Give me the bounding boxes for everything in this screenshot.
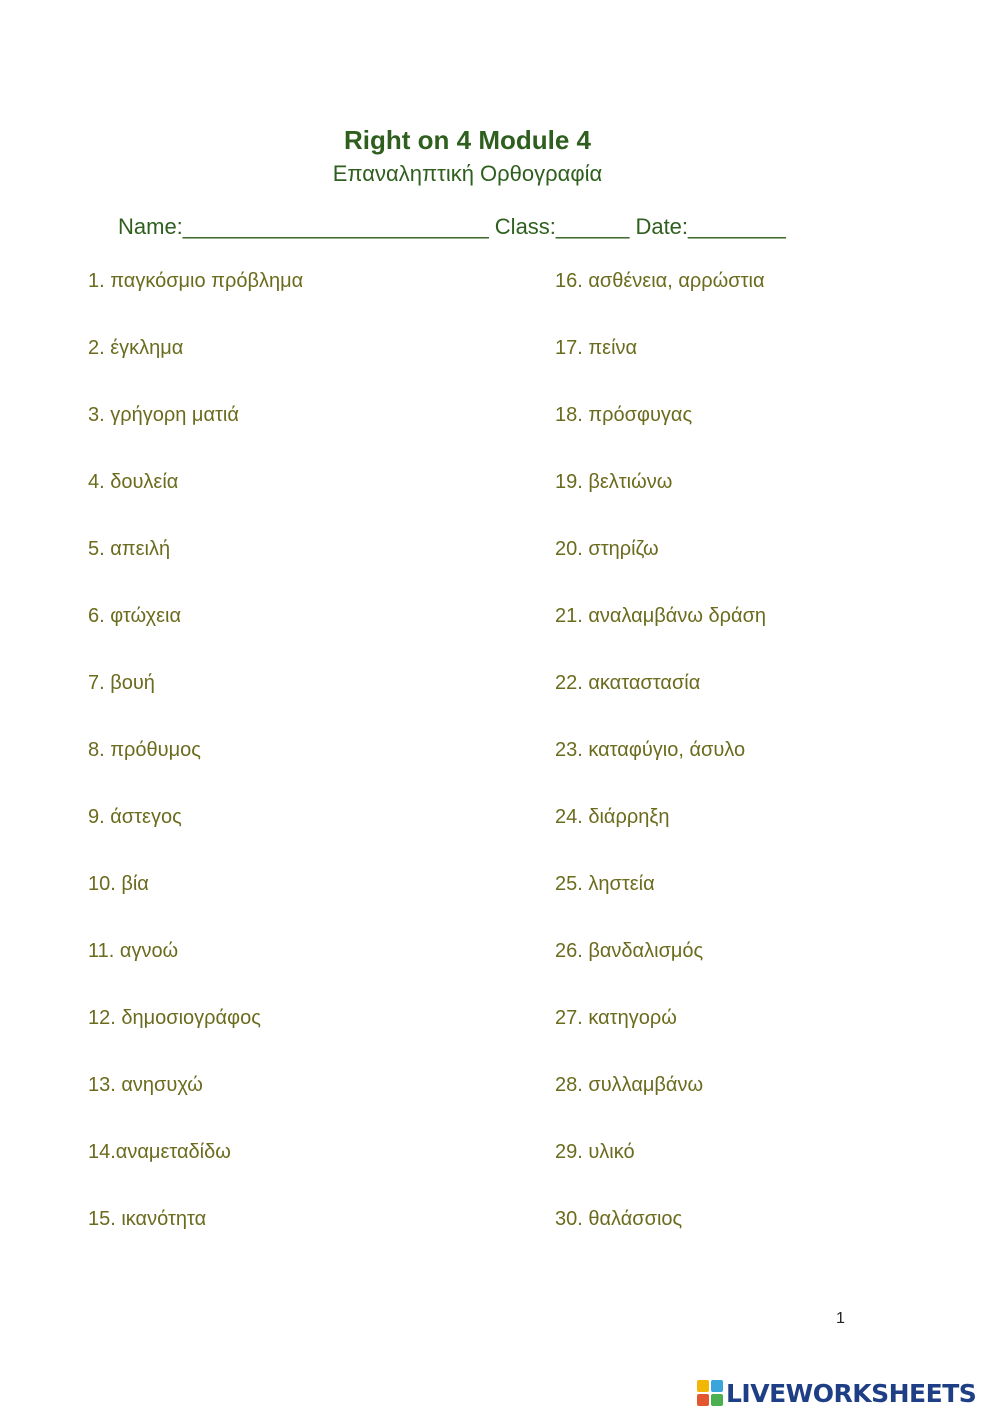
list-item: 19. βελτιώνω: [555, 471, 673, 493]
liveworksheets-brand: [697, 1377, 976, 1409]
logo-tile: [697, 1394, 709, 1406]
list-item: 29. υλικό: [555, 1141, 635, 1163]
liveworksheets-logo-icon: [697, 1380, 723, 1406]
list-item: 24. διάρρηξη: [555, 806, 670, 828]
logo-tile: [711, 1380, 723, 1392]
list-item: 3. γρήγορη ματιά: [88, 404, 239, 426]
list-item: 26. βανδαλισμός: [555, 940, 704, 962]
list-item: 6. φτώχεια: [88, 605, 182, 627]
list-item: 7. βουή: [88, 672, 155, 694]
list-item: 8. πρόθυμος: [88, 739, 201, 761]
logo-tile: [697, 1380, 709, 1392]
word-list-left: [88, 264, 303, 1269]
word-list-right: [555, 264, 766, 1269]
worksheet-title: Right on 4 Module 4: [344, 125, 591, 155]
list-item: 4. δουλεία: [88, 471, 179, 493]
list-item: 1. παγκόσμιο πρόβλημα: [88, 270, 304, 292]
list-item: 30. θαλάσσιος: [555, 1208, 683, 1230]
brand-text: LIVEWORKSHEETS: [726, 1378, 977, 1408]
list-item: 25. ληστεία: [555, 873, 655, 895]
list-item: 9. άστεγος: [88, 806, 182, 828]
list-item: 22. ακαταστασία: [555, 672, 701, 694]
list-item: 15. ικανότητα: [88, 1208, 207, 1230]
list-item: 16. ασθένεια, αρρώστια: [555, 270, 765, 292]
list-item: 13. ανησυχώ: [88, 1074, 203, 1096]
list-item: 12. δημοσιογράφος: [88, 1007, 261, 1029]
list-item: 21. αναλαμβάνω δράση: [555, 605, 767, 627]
page-number: 1: [836, 1310, 845, 1327]
list-item: 17. πείνα: [555, 337, 638, 359]
list-item: 28. συλλαμβάνω: [555, 1074, 704, 1096]
list-item: 18. πρόσφυγας: [555, 404, 693, 426]
student-info-line: Name:_________________________ Class:______ Date:________: [118, 214, 786, 239]
list-item: 23. καταφύγιο, άσυλο: [555, 739, 746, 761]
list-item: 5. απειλή: [88, 538, 171, 560]
worksheet-subtitle: Επαναληπτική Ορθογραφία: [332, 161, 603, 186]
list-item: 2. έγκλημα: [88, 337, 184, 359]
list-item: 11. αγνοώ: [88, 940, 179, 962]
list-item: 10. βία: [88, 873, 149, 895]
list-item: 20. στηρίζω: [555, 538, 659, 560]
list-item: 14.αναμεταδίδω: [88, 1141, 231, 1163]
list-item: 27. κατηγορώ: [555, 1007, 677, 1029]
logo-tile: [711, 1394, 723, 1406]
